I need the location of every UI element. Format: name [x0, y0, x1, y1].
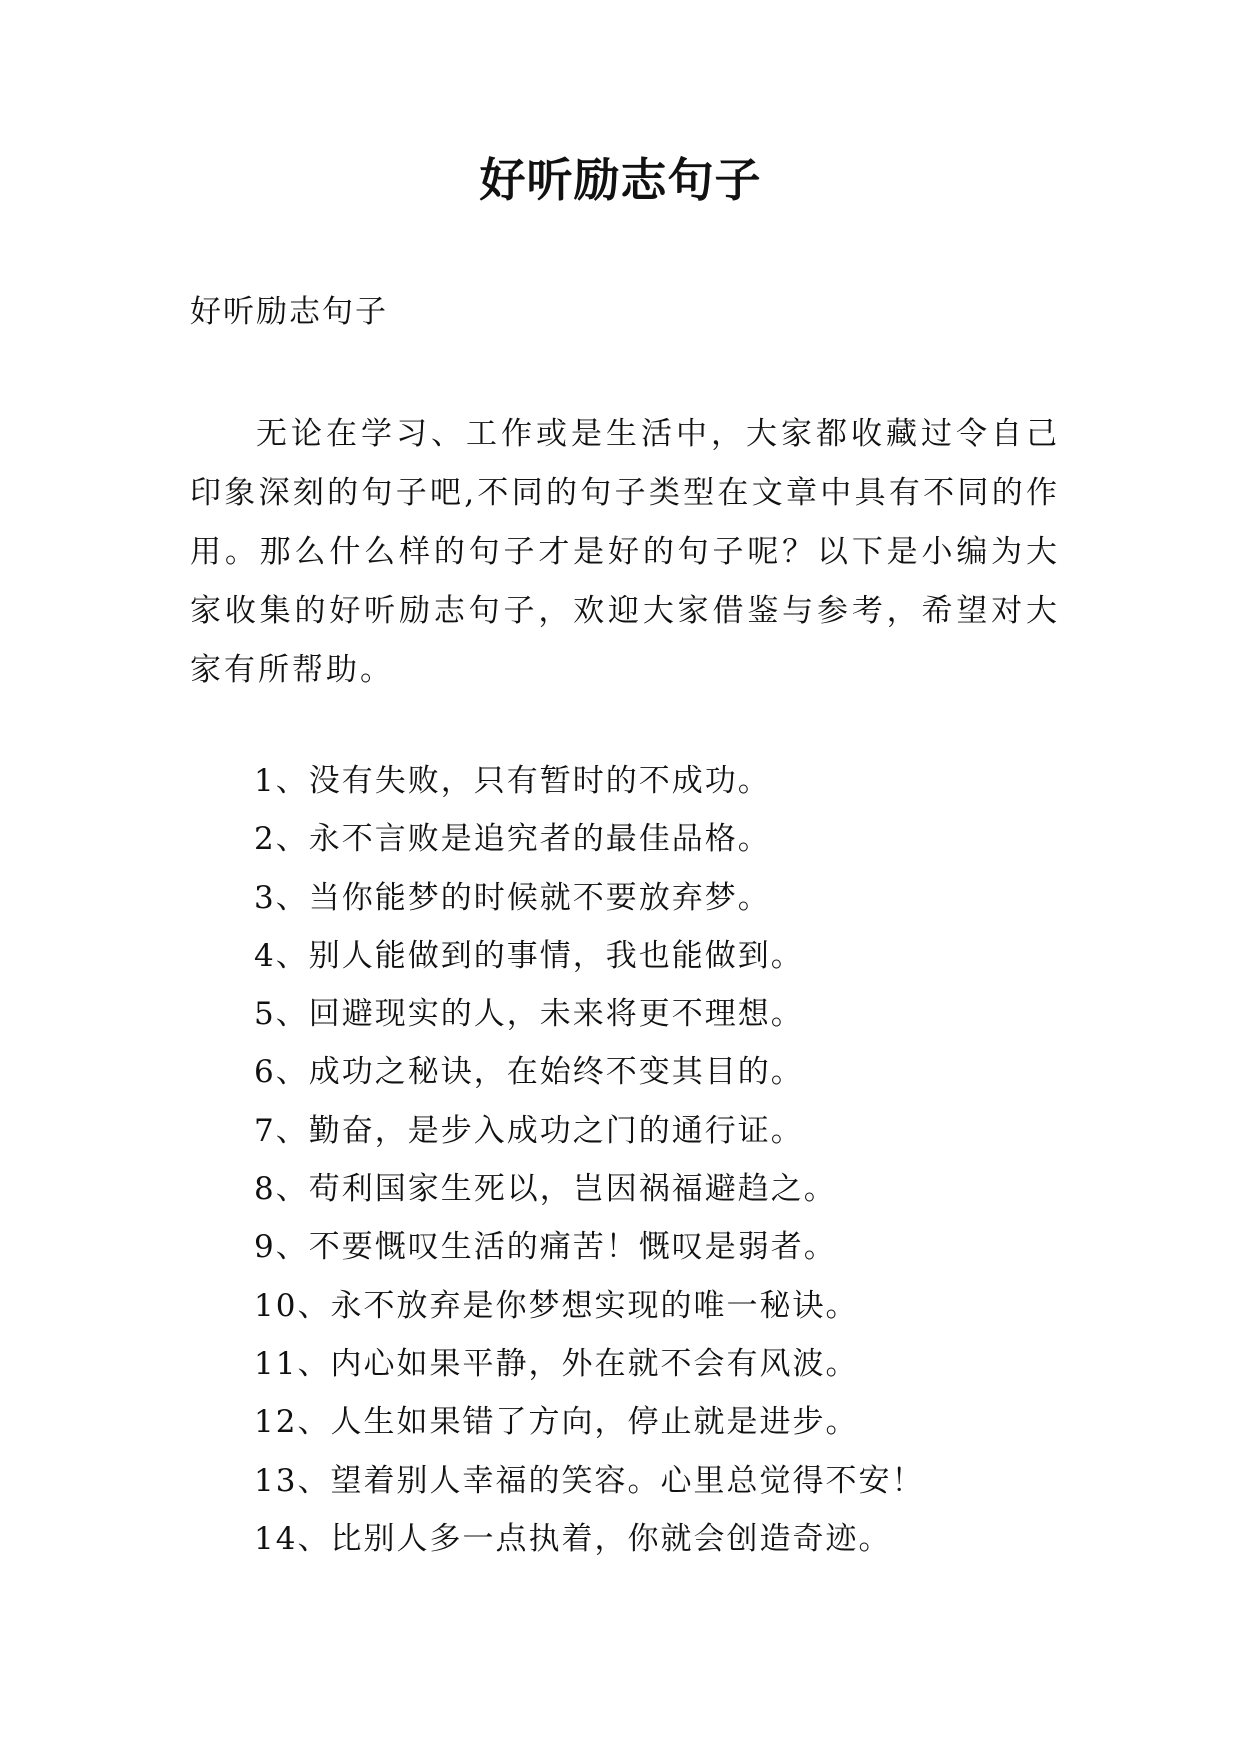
document-title: 好听励志句子: [479, 153, 762, 207]
quote-item: 11、内心如果平静，外在就不会有风波。: [254, 1345, 859, 1382]
quote-item: 2、永不言败是追究者的最佳品格。: [254, 821, 771, 858]
quote-item: 9、不要慨叹生活的痛苦！慨叹是弱者。: [254, 1229, 837, 1266]
document-subheading: 好听励志句子: [190, 294, 388, 330]
quote-item: 12、人生如果错了方向，停止就是进步。: [254, 1404, 859, 1441]
quote-item: 3、当你能梦的时候就不要放弃梦。: [254, 879, 771, 916]
intro-paragraph: 无论在学习、工作或是生活中，大家都收藏过令自己印象深刻的句子吧,不同的句子类型在文章中具有不同的作用。那么什么样的句子才是好的句子呢？以下是小编为大家收集的好听励志句子，欢迎大家借鉴与参考，希望对大家有所帮助。: [190, 416, 1060, 688]
quote-item: 6、成功之秘诀，在始终不变其目的。: [254, 1054, 804, 1091]
quote-item: 7、勤奋，是步入成功之门的通行证。: [254, 1112, 804, 1149]
quote-item: 5、回避现实的人，未来将更不理想。: [254, 996, 804, 1033]
quote-item: 10、永不放弃是你梦想实现的唯一秘诀。: [254, 1287, 859, 1324]
quote-item: 4、别人能做到的事情，我也能做到。: [254, 937, 804, 974]
quote-item: 1、没有失败，只有暂时的不成功。: [254, 763, 771, 799]
quote-list: [254, 752, 1074, 1568]
quote-item: 8、苟利国家生死以，岂因祸福避趋之。: [254, 1171, 837, 1208]
quote-item: 13、望着别人幸福的笑容。心里总觉得不安！: [254, 1462, 925, 1499]
quote-item: 14、比别人多一点执着，你就会创造奇迹。: [254, 1520, 892, 1557]
